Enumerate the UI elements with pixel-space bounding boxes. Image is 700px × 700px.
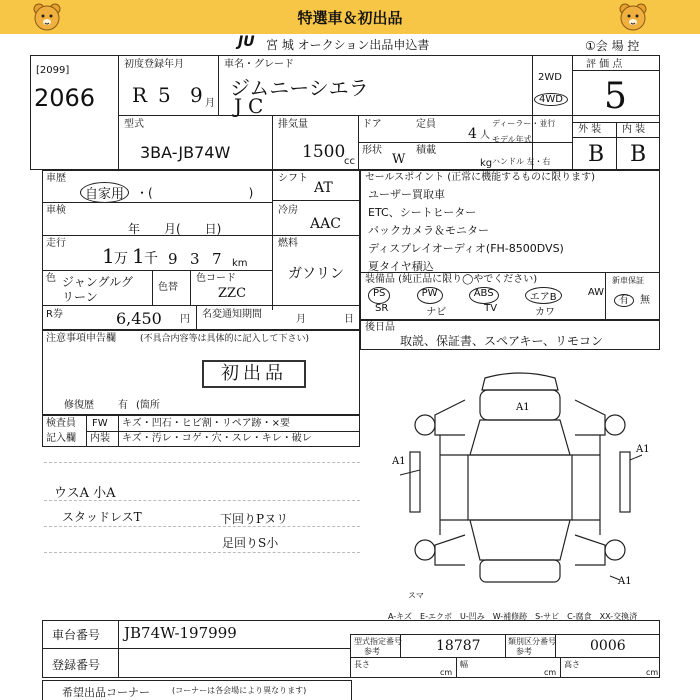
ac-value: AAC: [310, 216, 341, 232]
registration-year: 5: [158, 83, 171, 107]
inspector-interior: 内装: [90, 433, 110, 444]
ju-logo: JU: [238, 34, 255, 50]
equipment-item: エアB: [525, 287, 562, 304]
stamp-text: 初出品: [221, 363, 287, 384]
equipment-item: PS: [368, 287, 390, 304]
vehicle-name: ジムニーシエラ: [230, 76, 369, 100]
chassis-label: 車台番号: [52, 628, 101, 642]
ac-label: 冷房: [278, 205, 298, 216]
width-label: 幅: [460, 660, 468, 669]
equipment-item: PW: [417, 287, 443, 304]
first-listing-stamp: [202, 360, 306, 388]
inspection-label: 車検: [46, 205, 66, 216]
sales-point: バックカメラ＆モニター: [368, 224, 489, 237]
displacement-value: 1500: [302, 142, 346, 162]
equipment-item: AW: [587, 287, 604, 298]
registration-month: 9: [190, 83, 203, 107]
shift-label: シフト: [278, 173, 308, 184]
register-label: 登録番号: [52, 658, 101, 672]
drive-4wd-selected: 4WD: [534, 93, 568, 106]
diagram-sumaho-label: スマ: [408, 591, 424, 600]
sales-label: セールスポイント (正常に機能するものに限ります): [365, 172, 596, 183]
recycle-unit: 円: [180, 314, 190, 325]
class-sub: 参考: [516, 647, 532, 656]
height-label: 高さ: [564, 660, 580, 669]
footer-sub: (コーナーは各会場により異なります): [172, 686, 307, 695]
form-header-title: 宮 城 オークション出品申込書: [266, 38, 430, 52]
tax-label: 名変通知期間: [202, 309, 262, 320]
repair-rest: (箇所: [136, 400, 160, 411]
inspection-text: 年 月( 日): [128, 222, 222, 236]
mileage-label: 走行: [46, 238, 66, 249]
color-value-line1: ジャングルグ: [62, 275, 133, 289]
capacity-unit: 人: [480, 130, 490, 141]
sales-point: 夏タイヤ積込: [368, 260, 434, 273]
cert-sub: 参考: [364, 647, 380, 656]
inspector-line-2: キズ・汚レ・コゲ・穴・スレ・キレ・破レ: [122, 433, 312, 444]
new-warranty-label: 新車保証: [612, 276, 644, 285]
class-value: 0006: [590, 638, 626, 654]
warranty-no: 無: [640, 295, 650, 306]
history-value: 自家用: [80, 182, 129, 203]
equipment-item: TV: [484, 303, 498, 314]
drive-2wd: 2WD: [538, 72, 562, 83]
model-label: 型式: [124, 119, 144, 130]
form-header-right: ①会 場 控: [585, 39, 640, 53]
interior-grade: B: [630, 142, 647, 167]
capacity-label: 定員: [416, 119, 436, 130]
mileage-sen-unit: 千: [144, 251, 158, 267]
repair-value: 有: [118, 400, 128, 411]
color-code-label: 色コード: [196, 273, 236, 284]
lot-code: [2099]: [36, 65, 70, 76]
equipment-item: SR: [375, 303, 389, 314]
doors-label: ドア: [362, 119, 382, 130]
load-unit: kg: [480, 158, 493, 169]
repair-label: 修復歴: [64, 400, 94, 411]
sales-point: ディスプレイオーディオ(FH-8500DVS): [368, 242, 564, 255]
sales-point: ETC、シートヒーター: [368, 206, 477, 219]
afterward-value: 取説、保証書、スペアキー、リモコン: [400, 334, 604, 348]
equipment-row-2: [375, 303, 555, 318]
mileage-man-unit: 万: [114, 251, 128, 267]
registration-label: 初度登録年月: [124, 59, 184, 70]
color-change-label: 色替: [158, 282, 178, 293]
notes-sub: (不具合内容等は具体的に記入して下さい): [140, 334, 310, 344]
height-unit: cm: [646, 668, 659, 677]
color-value-line2: リーン: [62, 290, 98, 304]
inspector-line-1: キズ・凹石・ヒビ割・リペア跡・×要: [122, 418, 290, 429]
shape-label: 形状: [362, 145, 382, 156]
fuel-label: 燃料: [278, 238, 298, 249]
color-label: 色: [46, 273, 56, 284]
car-damage-diagram: [380, 360, 660, 610]
shape-value: W: [392, 152, 406, 167]
recycle-label: R券: [46, 309, 63, 320]
mileage-digit-3: 7: [212, 250, 222, 268]
sales-point: ユーザー買取車: [368, 188, 445, 201]
diagram-mark: A1: [516, 402, 530, 413]
shift-value: AT: [314, 180, 333, 196]
dealer-label: ディーラー・並行: [492, 119, 556, 128]
registration-month-unit: 月: [205, 98, 215, 109]
vehicle-grade: JC: [234, 94, 270, 118]
lot-number: 2066: [34, 84, 96, 112]
mileage-man: 1: [102, 244, 115, 268]
footer-label: 希望出品コーナー: [62, 686, 150, 699]
score-label: 評 価 点: [586, 59, 623, 70]
model-value: 3BA-JB74W: [140, 143, 231, 162]
width-unit: cm: [544, 668, 557, 677]
history-label: 車歴: [46, 173, 66, 184]
afterward-label: 後日品: [365, 322, 395, 333]
chassis-value: JB74W-197999: [124, 624, 237, 642]
hand-note-4: 足回りS小: [222, 536, 279, 550]
banner: [0, 0, 700, 34]
hand-note-1: ウスA 小A: [54, 486, 116, 501]
displacement-label: 排気量: [278, 119, 308, 130]
score-value: 5: [604, 76, 627, 117]
equipment-row-1: [368, 287, 604, 304]
exterior-label: 外 装: [578, 124, 602, 135]
length-unit: cm: [440, 668, 453, 677]
model-year-label: モデル年式: [492, 135, 532, 144]
cert-label: 型式指定番号: [354, 637, 402, 646]
mileage-sen: 1: [132, 244, 145, 268]
exterior-grade: B: [588, 142, 605, 167]
diagram-mark: A1: [618, 576, 632, 587]
equipment-item: カワ: [534, 307, 555, 318]
capacity-value: 4: [468, 126, 477, 142]
inspector-entry-label: 記入欄: [46, 433, 76, 444]
sales-points-list: [368, 186, 564, 276]
tax-day: 日: [344, 314, 354, 325]
recycle-value: 6,450: [116, 309, 162, 328]
bear-mascot-icon: [618, 2, 648, 32]
length-label: 長さ: [354, 660, 370, 669]
warranty-yes: 有: [614, 294, 634, 307]
load-label: 積載: [416, 145, 436, 156]
mileage-unit: km: [232, 258, 248, 269]
displacement-unit: cc: [344, 156, 355, 167]
notes-label: 注意事項申告欄: [46, 333, 116, 344]
registration-era: R: [132, 83, 148, 107]
fuel-value: ガソリン: [288, 266, 344, 282]
diagram-legend: A-キズ E-エクボ U-凹み W-補修跡 S-サビ C-腐食 XX-交換済: [388, 612, 638, 621]
diagram-mark: A1: [636, 444, 650, 455]
equipment-item: ABS: [469, 287, 499, 304]
equipment-label: 装備品 (純正品に限り◯やでください): [365, 274, 538, 285]
color-code: ZZC: [218, 286, 247, 301]
vehicle-label: 車名・グレード: [224, 59, 294, 70]
history-rest: ・( ): [136, 186, 254, 200]
interior-label: 内 装: [622, 124, 646, 135]
inspector-label: 検査員: [46, 418, 76, 429]
mileage-digit-2: 3: [190, 250, 200, 268]
inspector-fw: FW: [92, 418, 108, 429]
tax-month: 月: [296, 314, 306, 325]
banner-title: 特選車＆初出品: [297, 9, 403, 27]
diagram-mark: A1: [392, 456, 406, 467]
hand-note-3: 下回りPヌリ: [220, 512, 289, 526]
equipment-item: ナビ: [426, 307, 447, 318]
class-label: 類別区分番号: [508, 637, 556, 646]
cert-value: 18787: [436, 638, 481, 654]
handle-label: ハンドル 左・右: [492, 157, 551, 166]
hand-note-2: スタッドレスT: [62, 510, 142, 524]
mileage-digit-1: 9: [168, 250, 178, 268]
